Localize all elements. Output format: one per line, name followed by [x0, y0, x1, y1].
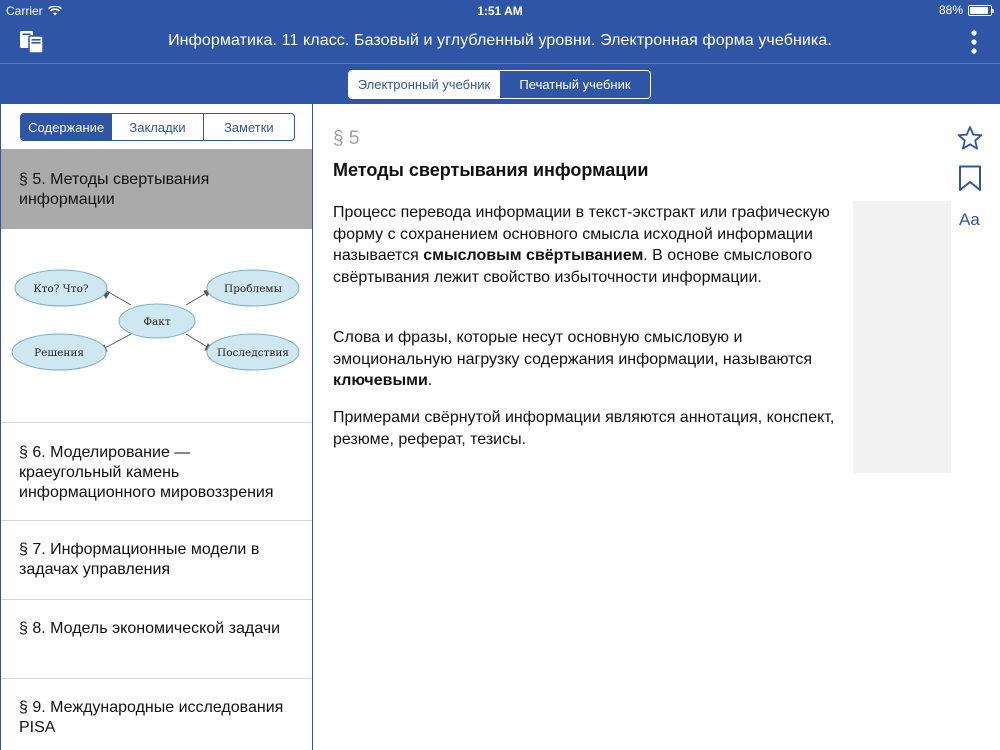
carrier-label: Carrier — [6, 4, 43, 18]
bookmark-icon[interactable] — [957, 165, 983, 191]
diagram-arrow — [105, 290, 131, 305]
diagram-arrow — [186, 292, 208, 305]
toc-diagram[interactable] — [1, 229, 313, 423]
toc-item-selected[interactable]: § 5. Методы свертывания информации — [1, 149, 313, 229]
diagram-label: Проблемы — [224, 283, 282, 295]
diagram-label: Кто? Что? — [33, 283, 89, 295]
toc-item[interactable]: § 8. Модель экономической задачи — [1, 600, 313, 679]
app-title: Информатика. 11 класс. Базовый и углубленный уровни. Электронная форма учебника. — [168, 32, 832, 49]
diagram-arrow — [186, 334, 209, 348]
diagram-arrow — [103, 334, 131, 349]
more-options-icon[interactable] — [970, 29, 978, 55]
battery-percent: 88% — [938, 3, 963, 17]
margin-notes-area[interactable] — [853, 201, 951, 473]
star-icon[interactable] — [957, 125, 983, 151]
tab-printed-textbook[interactable]: Печатный учебник — [499, 71, 650, 98]
tab-contents[interactable]: Содержание — [21, 114, 111, 140]
battery-icon — [968, 5, 992, 16]
paragraph-2[interactable]: Слова и фразы, которые несут основную смысловую и эмоциональную нагрузку содержания информации, называются ключевыми. — [333, 329, 812, 389]
sidebar-tabs — [20, 113, 295, 141]
status-battery — [939, 3, 992, 17]
term-bold: ключевыми — [333, 372, 428, 389]
tab-bookmarks[interactable]: Закладки — [111, 114, 202, 140]
term-bold: смысловым свёртыванием — [423, 247, 644, 264]
diagram-graphic — [1, 229, 313, 423]
toc-item[interactable]: § 7. Информационные модели в задачах управления — [1, 521, 313, 600]
tab-notes[interactable]: Заметки — [203, 114, 294, 140]
reader-content — [314, 104, 1000, 750]
paragraph-number: § 5 — [333, 128, 360, 149]
page-title: Методы свертывания информации — [333, 160, 649, 180]
paragraph-1[interactable]: Процесс перевода информации в текст-экстракт или графическую форму с сохранением основного смысла исходной информации называется смысловым свёртыванием. В основе смыслового свёртывания лежит свойство избыточности информации. — [333, 204, 830, 286]
paragraph-3[interactable]: Примерами свёрнутой информации являются аннотация, конспект, резюме, реферат, тезисы. — [333, 409, 835, 448]
top-bar — [0, 0, 1000, 63]
status-time: 1:51 AM — [477, 4, 523, 18]
mode-bar — [0, 63, 1000, 104]
sidebar — [0, 104, 313, 750]
diagram-label: Факт — [143, 316, 171, 328]
diagram-label: Последствия — [217, 347, 289, 359]
diagram-label: Решения — [34, 347, 84, 359]
mode-segmented-control — [348, 70, 651, 99]
toc-item[interactable]: § 9. Международные исследования PISA — [19, 699, 284, 736]
toc-item[interactable]: § 6. Моделирование — краеугольный камень информационного мировоззрения — [1, 423, 313, 521]
tab-electronic-textbook[interactable]: Электронный учебник — [349, 71, 499, 98]
font-size-button[interactable]: Aa — [959, 210, 980, 229]
app-header — [0, 20, 1000, 63]
status-bar — [0, 0, 1000, 20]
